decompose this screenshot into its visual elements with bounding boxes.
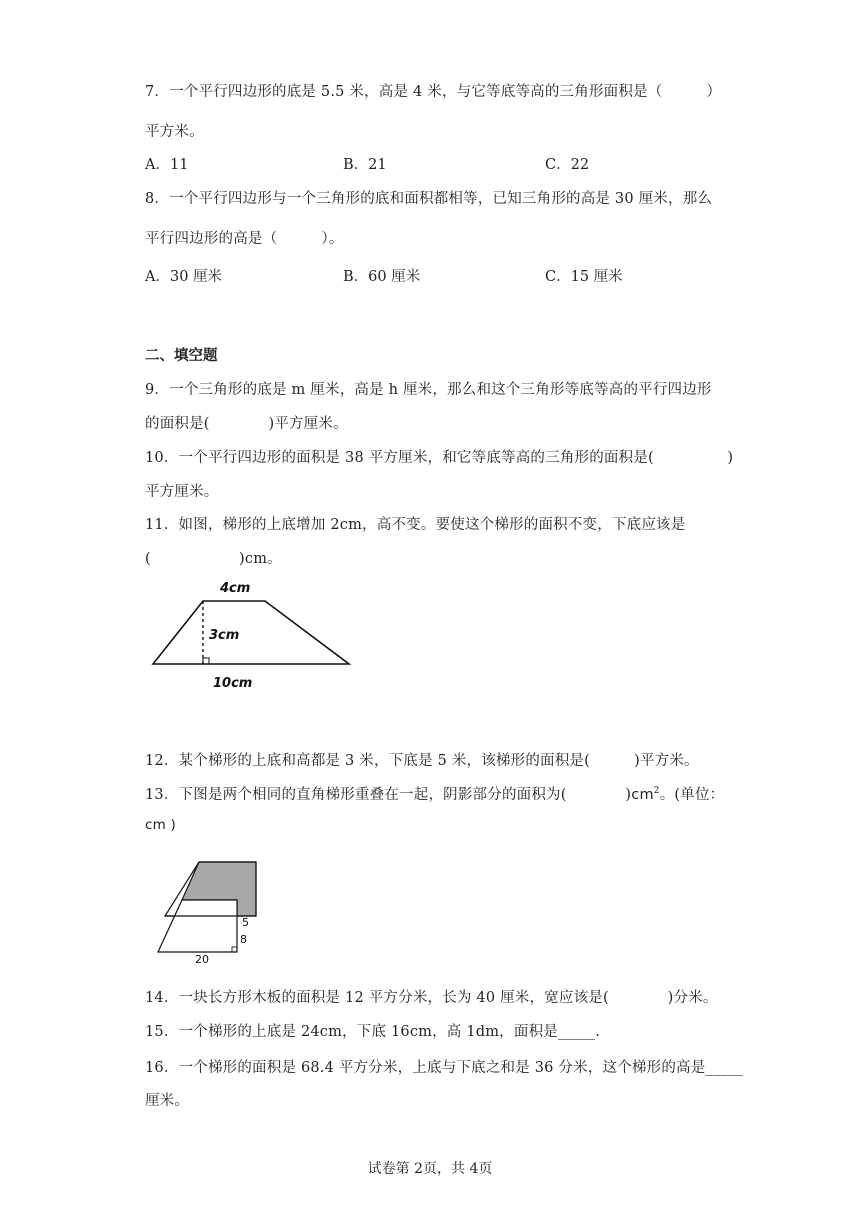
- q10-line1: 10．一个平行四边形的面积是 38 平方厘米，和它等底等高的三角形的面积是( ): [145, 450, 734, 466]
- label-5: 5: [242, 916, 249, 929]
- section-title: 二、填空题: [145, 348, 218, 364]
- top-base-label: 4cm: [220, 581, 251, 596]
- q9-line1: 9．一个三角形的底是 m 厘米，高是 h 厘米，那么和这个三角形等底等高的平行四边形: [145, 382, 712, 398]
- bottom-base-label: 10cm: [213, 676, 253, 691]
- q11-line1: 11．如图，梯形的上底增加 2cm，高不变。要使这个梯形的面积不变，下底应该是: [145, 517, 686, 533]
- q13-unit: cm: [631, 787, 654, 803]
- trapezoid-shape: [153, 601, 349, 664]
- q11-line2: ( )cm。: [145, 551, 282, 567]
- q8-line1: 8．一个平行四边形与一个三角形的底和面积都相等，已知三角形的高是 30 厘米，那么: [145, 191, 713, 207]
- height-label: 3cm: [209, 628, 240, 643]
- q13-line2: cm ): [145, 817, 176, 833]
- q15-line1: 15．一个梯形的上底是 24cm，下底 16cm，高 1dm，面积是_____.: [145, 1024, 601, 1040]
- q12-line1: 12．某个梯形的上底和高都是 3 米，下底是 5 米，该梯形的面积是( )平方米。: [145, 753, 699, 769]
- q16-line2: 厘米。: [145, 1093, 190, 1109]
- q7-option-a: A．11: [145, 157, 189, 173]
- q10-line2: 平方厘米。: [145, 484, 219, 500]
- q8-option-b: B．60 厘米: [343, 269, 421, 285]
- q13-line1: [145, 783, 724, 804]
- overlapping-trapezoids-figure: [145, 855, 275, 967]
- q7-line2: 平方米。: [145, 124, 204, 140]
- q13-text: 13．下图是两个相同的直角梯形重叠在一起，阴影部分的面积为( ): [145, 787, 632, 803]
- q14-line1: 14．一块长方形木板的面积是 12 平方分米，长为 40 厘米，宽应该是( )分米。: [145, 990, 718, 1006]
- right-angle-mark: [203, 658, 209, 664]
- q7-line1: 7．一个平行四边形的底是 5.5 米，高是 4 米，与它等底等高的三角形面积是（ ）: [145, 84, 722, 100]
- q8-option-c: C．15 厘米: [545, 269, 623, 285]
- q13-unit-sup: 2: [653, 786, 660, 797]
- q9-line2: 的面积是( )平方厘米。: [145, 416, 348, 432]
- q16-line1: 16．一个梯形的面积是 68.4 平方分米，上底与下底之和是 36 分米，这个梯形的高是_____: [145, 1060, 743, 1076]
- page-footer: 试卷第 2页，共 4页: [367, 1161, 493, 1177]
- q7-option-b: B．21: [343, 157, 387, 173]
- q8-line2: 平行四边形的高是（ ）。: [145, 231, 344, 247]
- q7-option-c: C．22: [545, 157, 590, 173]
- label-8: 8: [240, 933, 247, 946]
- q13-text-tail: 。(单位：: [659, 787, 725, 803]
- label-20: 20: [195, 953, 209, 966]
- trapezoid-figure: [145, 575, 360, 695]
- q8-option-a: A．30 厘米: [145, 269, 223, 285]
